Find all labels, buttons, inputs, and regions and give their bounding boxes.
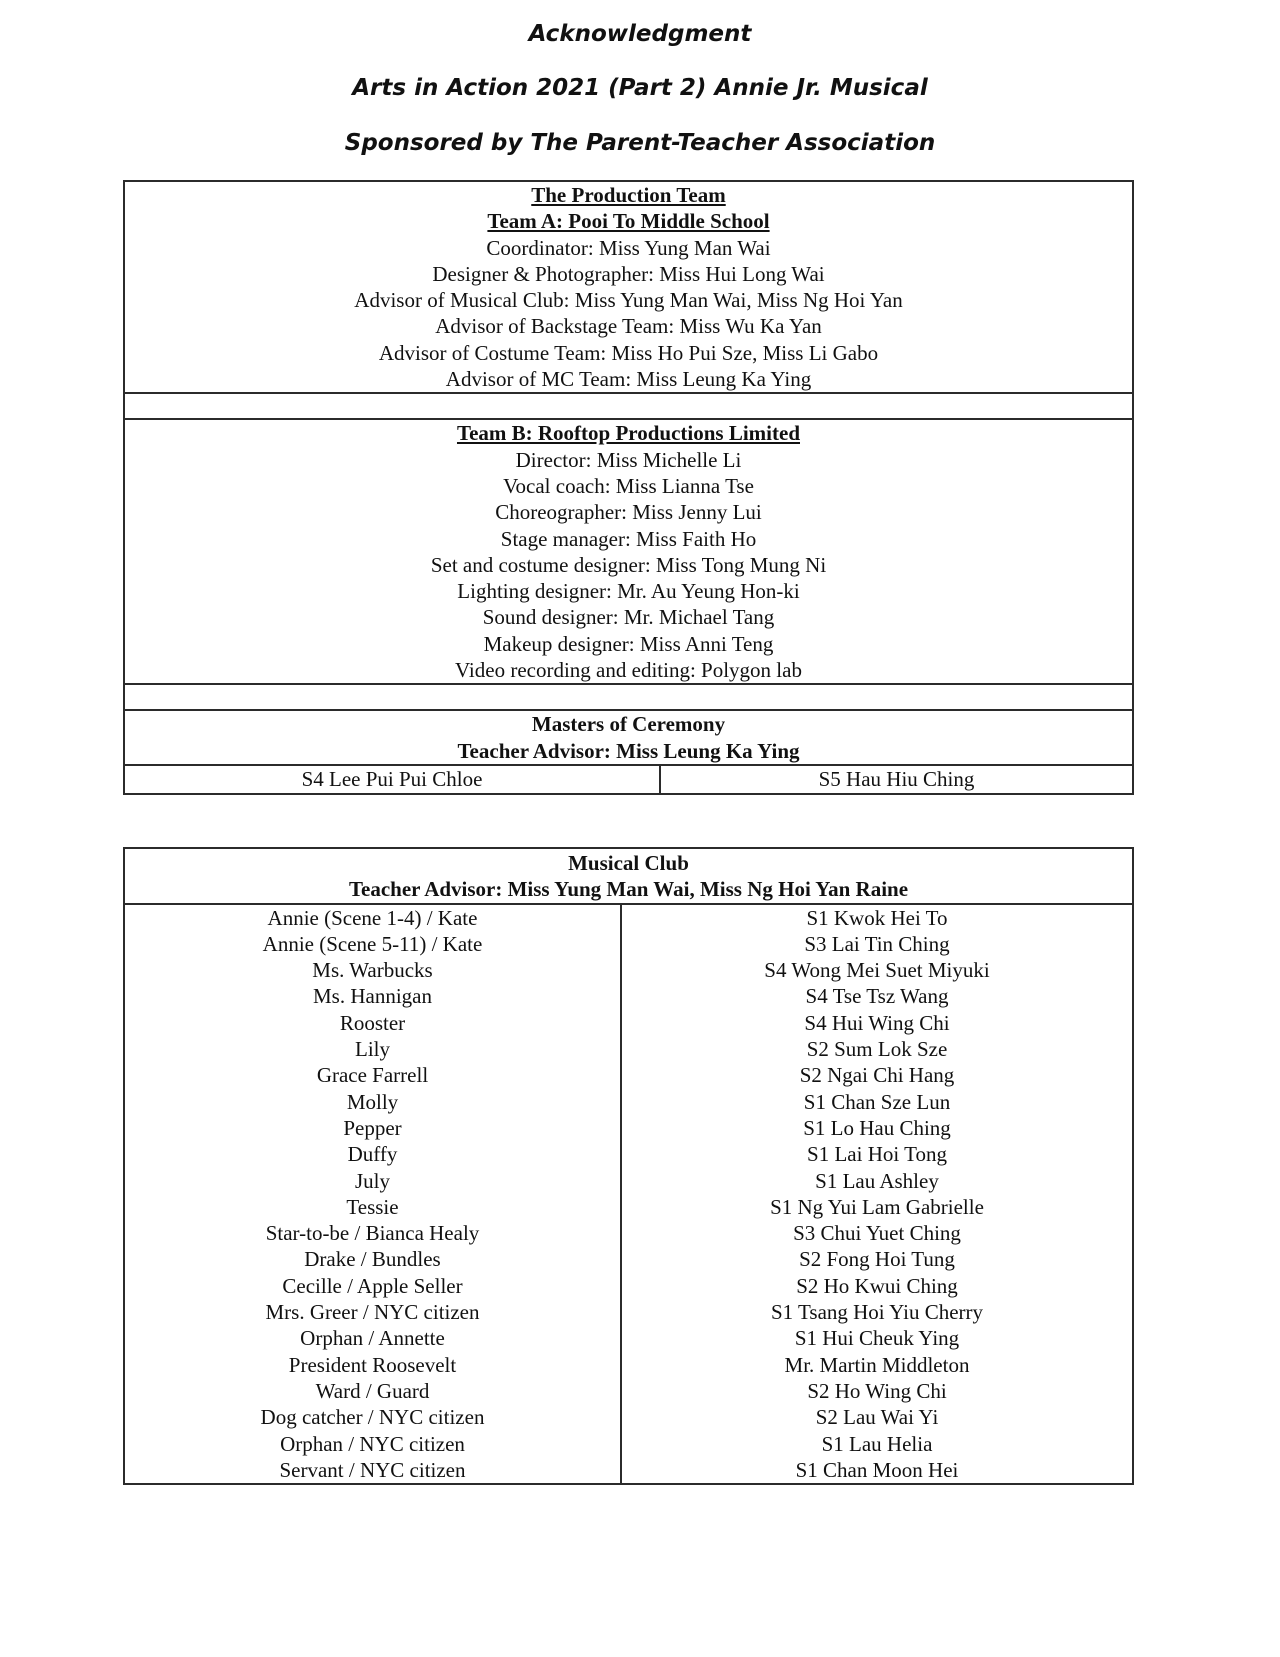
cast-role: Orphan / NYC citizen [280,1431,465,1456]
team-b-heading: Team B: Rooftop Productions Limited [456,421,800,446]
cast-role: President Roosevelt [288,1352,457,1377]
cast-role: Ward / Guard [315,1378,430,1403]
cast-role: Duffy [347,1142,398,1167]
team-a-heading: Team A: Pooi To Middle School [487,209,770,234]
mc-members-row [125,764,1132,793]
cast-actor: S1 Tsang Hoi Yiu Cherry [770,1300,984,1325]
cast-role: Dog catcher / NYC citizen [260,1405,485,1430]
cast-actor: S1 Ng Yui Lam Gabrielle [770,1194,984,1219]
sponsor-line: Sponsored by The Parent-Teacher Association [344,130,936,156]
cast-actor: S2 Ho Wing Chi [807,1378,947,1403]
team-b-line: Makeup designer: Miss Anni Teng [483,631,774,656]
cast-role: Mrs. Greer / NYC citizen [265,1300,480,1325]
team-a-section [125,182,1132,392]
team-b-line: Sound designer: Mr. Michael Tang [482,605,775,630]
musical-club-header [125,849,1132,903]
cast-role: Lily [355,1037,390,1062]
team-a-line: Coordinator: Miss Yung Man Wai [486,235,771,260]
team-a-line: Designer & Photographer: Miss Hui Long Wai [432,261,825,286]
mc-member: S4 Lee Pui Pui Chloe [125,766,661,793]
team-b-line: Stage manager: Miss Faith Ho [500,526,757,551]
team-a-line: Advisor of Costume Team: Miss Ho Pui Sze, Miss Li Gabo [378,340,879,365]
production-team-heading: The Production Team [531,183,726,207]
cast-role: Rooster [339,1010,406,1035]
cast-actor: S1 Hui Cheuk Ying [794,1326,960,1351]
cast-role: Grace Farrell [316,1063,429,1088]
musical-club-heading: Musical Club [568,851,689,875]
cast-role: Drake / Bundles [304,1247,441,1272]
cast-role: Cecille / Apple Seller [282,1273,463,1298]
team-b-line: Director: Miss Michelle Li [515,447,742,472]
cast-role: Molly [346,1089,399,1114]
cast-actor: S1 Kwok Hei To [806,905,948,930]
cast-role: July [354,1168,390,1193]
cast-actor: S1 Lai Hoi Tong [807,1142,947,1167]
mc-advisor: Teacher Advisor: Miss Leung Ka Ying [457,738,800,763]
event-title: Arts in Action 2021 (Part 2) Annie Jr. Musical [352,75,928,101]
cast-role: Annie (Scene 5-11) / Kate [262,931,483,956]
cast-actor: S1 Lau Helia [821,1431,933,1456]
cast-role: Ms. Hannigan [313,984,432,1009]
mc-member: S5 Hau Hiu Ching [818,766,975,791]
cast-actor: S3 Chui Yuet Ching [793,1221,961,1246]
cast-role: Tessie [346,1194,399,1219]
cast-actor: S4 Wong Mei Suet Miyuki [764,958,990,983]
team-b-line: Set and costume designer: Miss Tong Mung Ni [430,552,827,577]
cast-role: Annie (Scene 1-4) / Kate [267,905,478,930]
cast-actor: S4 Tse Tsz Wang [805,984,949,1009]
spacer-row [125,392,1132,418]
cast-role: Pepper [343,1115,402,1140]
cast-grid [125,903,1132,1484]
cast-actor: S4 Hui Wing Chi [804,1010,950,1035]
team-a-line: Advisor of Backstage Team: Miss Wu Ka Yan [435,314,822,339]
team-b-line: Vocal coach: Miss Lianna Tse [503,473,754,498]
team-b-line: Lighting designer: Mr. Au Yeung Hon-ki [457,579,800,604]
mc-section [125,709,1132,764]
cast-actor: S2 Ngai Chi Hang [799,1063,955,1088]
cast-actor: S2 Sum Lok Sze [806,1037,948,1062]
cast-role: Servant / NYC citizen [279,1457,466,1482]
spacer-row [125,683,1132,709]
actor-column [622,905,1132,1484]
cast-actor: S2 Lau Wai Yi [815,1405,939,1430]
cast-role: Orphan / Annette [300,1326,445,1351]
mc-heading: Masters of Ceremony [531,712,726,737]
document-title: Acknowledgment [528,21,752,47]
team-b-line: Choreographer: Miss Jenny Lui [495,500,762,525]
cast-actor: S3 Lai Tin Ching [804,931,950,956]
production-team-table [123,180,1134,795]
cast-actor: S1 Lo Hau Ching [803,1115,951,1140]
team-b-section [125,418,1132,683]
cast-role: Star-to-be / Bianca Healy [265,1221,480,1246]
musical-club-table [123,847,1134,1485]
team-b-line: Video recording and editing: Polygon lab [455,658,802,683]
cast-actor: Mr. Martin Middleton [784,1352,970,1377]
cast-role: Ms. Warbucks [312,958,433,983]
cast-actor: S1 Chan Moon Hei [795,1457,959,1482]
cast-actor: S1 Lau Ashley [815,1168,939,1193]
musical-club-advisor: Teacher Advisor: Miss Yung Man Wai, Miss Ng Hoi Yan Raine [348,877,909,902]
team-a-line: Advisor of Musical Club: Miss Yung Man Wai, Miss Ng Hoi Yan [354,288,903,313]
role-column [125,905,622,1484]
team-a-line: Advisor of MC Team: Miss Leung Ka Ying [445,367,812,392]
cast-actor: S1 Chan Sze Lun [803,1089,951,1114]
cast-actor: S2 Fong Hoi Tung [799,1247,955,1272]
cast-actor: S2 Ho Kwui Ching [796,1273,958,1298]
